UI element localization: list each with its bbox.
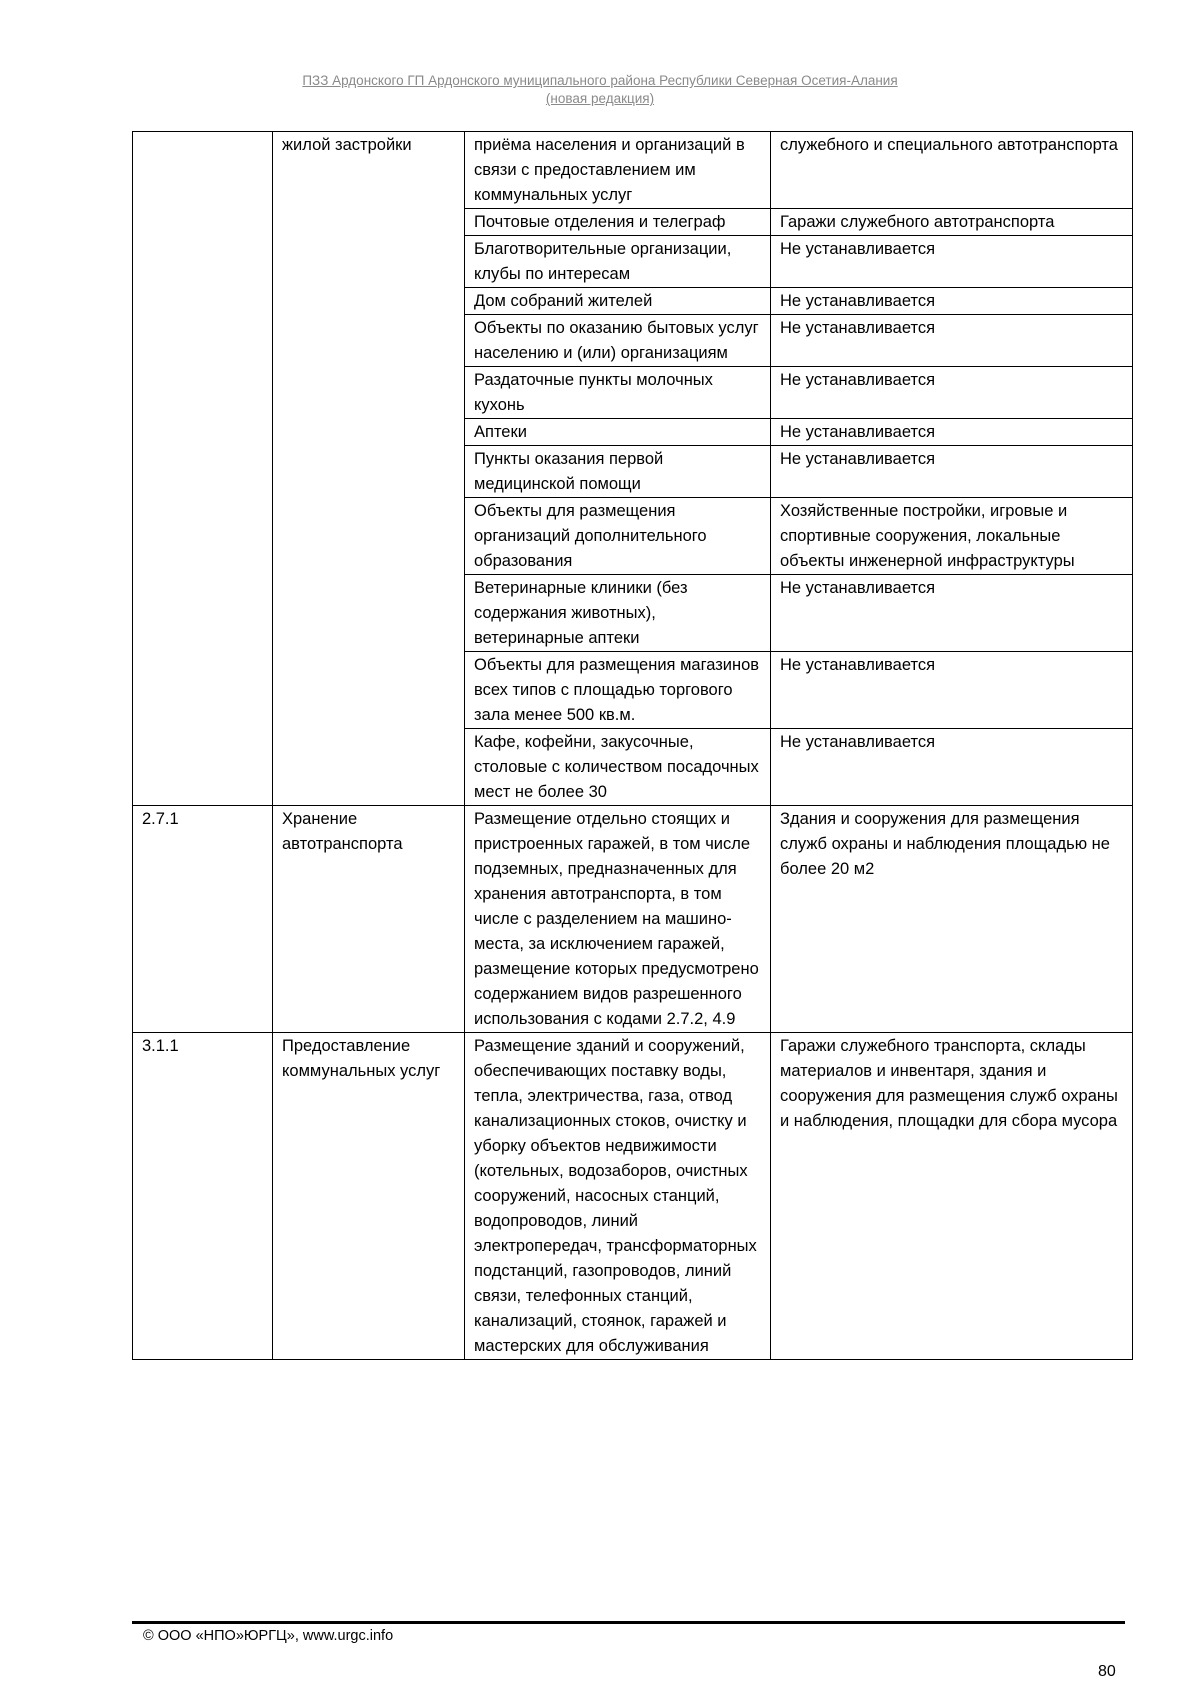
- auxiliary-use-cell: Не устанавливается: [771, 575, 1133, 652]
- auxiliary-use-cell: Не устанавливается: [771, 729, 1133, 806]
- auxiliary-use-cell: Не устанавливается: [771, 652, 1133, 729]
- code-cell: 3.1.1: [133, 1033, 273, 1360]
- auxiliary-use-cell: Не устанавливается: [771, 315, 1133, 367]
- permitted-use-cell: Размещение зданий и сооружений, обеспечивающих поставку воды, тепла, электричества, газа, отвод канализационных стоков, очистку и уборку объектов недвижимости (котельных, водозаборов, очистных сооружений, насосных станций, водопроводов, линий электропередач, трансформаторных подстанций, газопроводов, линий связи, телефонных станций, канализаций, стоянок, гаражей и мастерских для обслуживания: [465, 1033, 771, 1360]
- permitted-use-cell: Почтовые отделения и телеграф: [465, 209, 771, 236]
- auxiliary-use-cell: Не устанавливается: [771, 419, 1133, 446]
- header-subtitle: (новая редакция): [545, 91, 655, 106]
- use-type-cell: Хранение автотранспорта: [273, 806, 465, 1033]
- page-header: [0, 72, 1200, 108]
- use-type-cell: жилой застройки: [273, 132, 465, 806]
- footer-copyright: © ООО «НПО»ЮРГЦ», www.urgc.info: [143, 1628, 394, 1644]
- code-cell: [133, 132, 273, 806]
- page-number: 80: [1098, 1663, 1116, 1680]
- code-cell: 2.7.1: [133, 806, 273, 1033]
- permitted-use-cell: Кафе, кофейни, закусочные, столовые с количеством посадочных мест не более 30: [465, 729, 771, 806]
- regulations-table: [132, 131, 1133, 1360]
- permitted-use-cell: Аптеки: [465, 419, 771, 446]
- auxiliary-use-cell: Не устанавливается: [771, 446, 1133, 498]
- permitted-use-cell: Благотворительные организации, клубы по интересам: [465, 236, 771, 288]
- permitted-use-cell: Объекты для размещения организаций дополнительного образования: [465, 498, 771, 575]
- permitted-use-cell: Дом собраний жителей: [465, 288, 771, 315]
- auxiliary-use-cell: служебного и специального автотранспорта: [771, 132, 1133, 209]
- auxiliary-use-cell: Здания и сооружения для размещения служб охраны и наблюдения площадью не более 20 м2: [771, 806, 1133, 1033]
- permitted-use-cell: приёма населения и организаций в связи с предоставлением им коммунальных услуг: [465, 132, 771, 209]
- auxiliary-use-cell: Не устанавливается: [771, 236, 1133, 288]
- table-row: [133, 132, 1133, 209]
- permitted-use-cell: Объекты по оказанию бытовых услуг населению и (или) организациям: [465, 315, 771, 367]
- auxiliary-use-cell: Не устанавливается: [771, 367, 1133, 419]
- table-row: [133, 806, 1133, 1033]
- auxiliary-use-cell: Хозяйственные постройки, игровые и спортивные сооружения, локальные объекты инженерной инфраструктуры: [771, 498, 1133, 575]
- permitted-use-cell: Ветеринарные клиники (без содержания животных), ветеринарные аптеки: [465, 575, 771, 652]
- permitted-use-cell: Объекты для размещения магазинов всех типов с площадью торгового зала менее 500 кв.м.: [465, 652, 771, 729]
- footer-divider: [132, 1621, 1125, 1624]
- permitted-use-cell: Размещение отдельно стоящих и пристроенных гаражей, в том числе подземных, предназначенных для хранения автотранспорта, в том числе с разделением на машино-места, за исключением гаражей, размещение которых предусмотрено содержанием видов разрешенного использования с кодами 2.7.2, 4.9: [465, 806, 771, 1033]
- auxiliary-use-cell: Гаражи служебного транспорта, склады материалов и инвентаря, здания и сооружения для размещения служб охраны и наблюдения, площадки для сбора мусора: [771, 1033, 1133, 1360]
- auxiliary-use-cell: Не устанавливается: [771, 288, 1133, 315]
- permitted-use-cell: Пункты оказания первой медицинской помощи: [465, 446, 771, 498]
- auxiliary-use-cell: Гаражи служебного автотранспорта: [771, 209, 1133, 236]
- table-row: [133, 1033, 1133, 1360]
- permitted-use-cell: Раздаточные пункты молочных кухонь: [465, 367, 771, 419]
- use-type-cell: Предоставление коммунальных услуг: [273, 1033, 465, 1360]
- header-title: ПЗЗ Ардонского ГП Ардонского муниципального района Республики Северная Осетия-Алания: [302, 73, 898, 88]
